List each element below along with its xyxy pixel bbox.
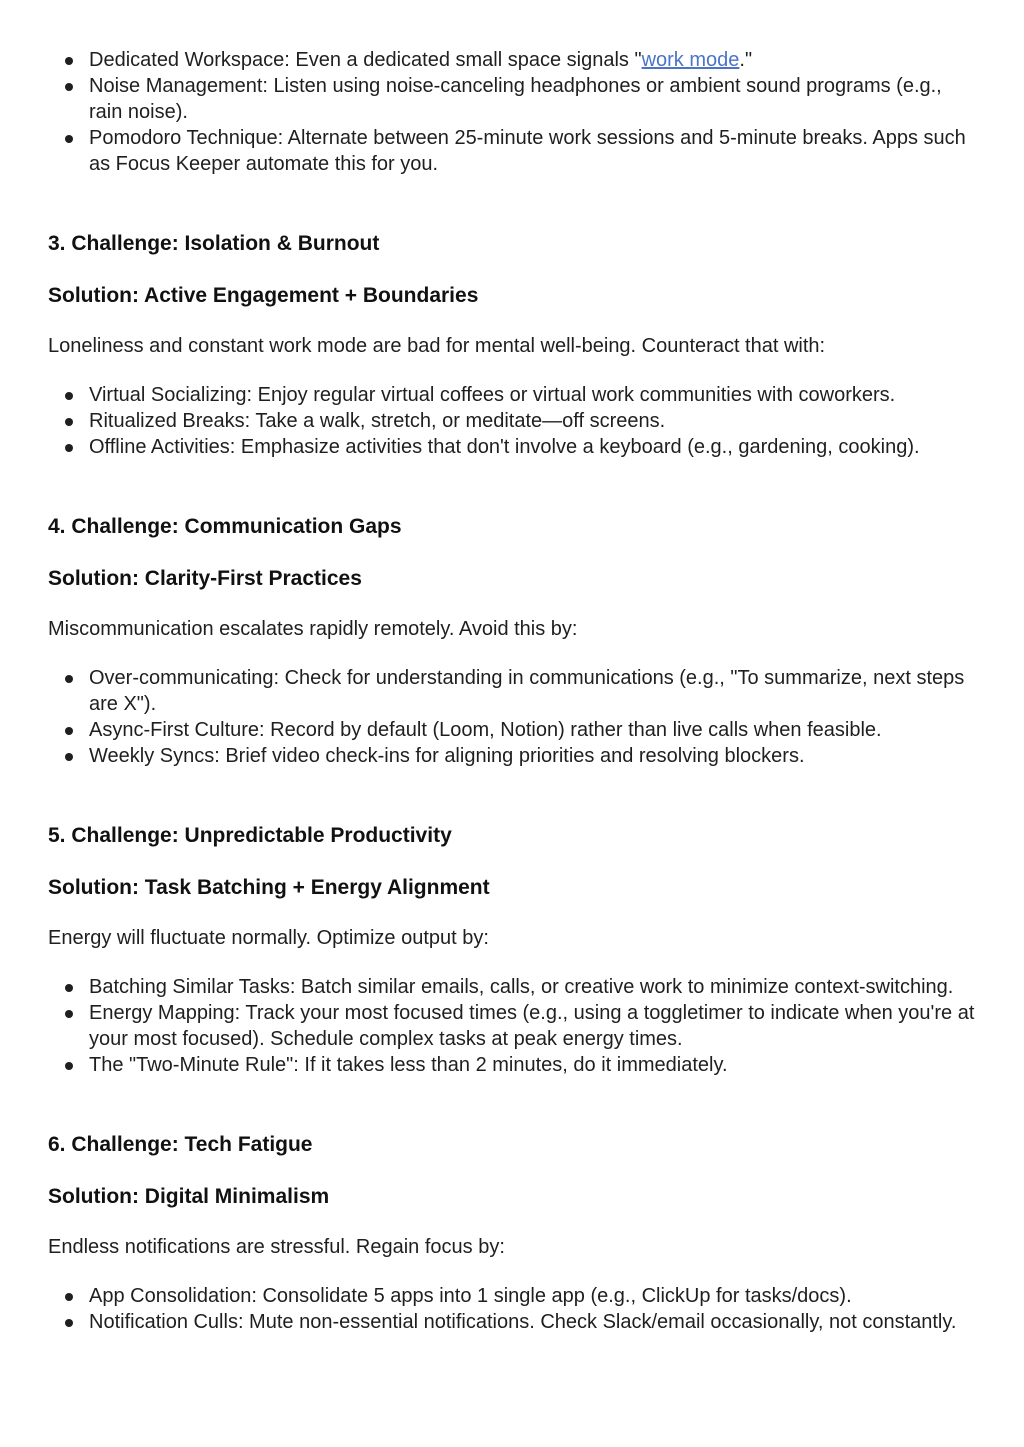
section-tech-fatigue <box>48 1131 976 1335</box>
list-item <box>89 743 976 769</box>
section-intro: Endless notifications are stressful. Regain focus by: <box>48 1236 505 1258</box>
bullet-icon <box>65 984 73 992</box>
bullet-list <box>48 382 976 460</box>
solution-heading: Solution: Active Engagement + Boundaries <box>48 284 479 307</box>
challenge-heading: 5. Challenge: Unpredictable Productivity <box>48 824 452 847</box>
list-item <box>89 73 976 125</box>
list-item <box>89 1309 976 1335</box>
list-item-text: Ritualized Breaks: Take a walk, stretch, or meditate—off screens. <box>89 410 666 432</box>
bullet-icon <box>65 57 73 65</box>
bullet-icon <box>65 753 73 761</box>
bullet-icon <box>65 444 73 452</box>
solution-heading: Solution: Task Batching + Energy Alignment <box>48 876 490 899</box>
bullet-icon <box>65 727 73 735</box>
list-item <box>89 974 976 1000</box>
list-item <box>89 434 976 460</box>
bullet-icon <box>65 418 73 426</box>
section-intro: Miscommunication escalates rapidly remotely. Avoid this by: <box>48 618 578 640</box>
bullet-icon <box>65 83 73 91</box>
list-item-text: The "Two-Minute Rule": If it takes less than 2 minutes, do it immediately. <box>89 1054 728 1076</box>
top-bullet-list <box>48 47 976 177</box>
list-item-text: App Consolidation: Consolidate 5 apps into 1 single app (e.g., ClickUp for tasks/docs). <box>89 1285 852 1307</box>
list-item <box>89 665 976 717</box>
section-intro: Energy will fluctuate normally. Optimize output by: <box>48 927 489 949</box>
list-item-text: ." <box>739 49 753 71</box>
list-item <box>89 125 976 177</box>
list-item-text: Batching Similar Tasks: Batch similar emails, calls, or creative work to minimize context-switching. <box>89 976 954 998</box>
bullet-icon <box>65 1010 73 1018</box>
bullet-list <box>48 665 976 769</box>
list-item-text: Async-First Culture: Record by default (Loom, Notion) rather than live calls when feasible. <box>89 719 882 741</box>
list-item <box>89 1283 976 1309</box>
list-item-text: Over-communicating: Check for understanding in communications (e.g., "To summarize, next steps are X"). <box>89 667 965 715</box>
section-communication-gaps <box>48 513 976 769</box>
list-item <box>89 408 976 434</box>
bullet-list <box>48 974 976 1078</box>
list-item-text: Weekly Syncs: Brief video check-ins for aligning priorities and resolving blockers. <box>89 745 805 767</box>
list-item <box>89 717 976 743</box>
bullet-list <box>48 1283 976 1335</box>
list-item <box>89 1000 976 1052</box>
bullet-icon <box>65 135 73 143</box>
list-item-text: Pomodoro Technique: Alternate between 25-minute work sessions and 5-minute breaks. Apps such as Focus Keeper automate this for you. <box>89 127 966 175</box>
bullet-icon <box>65 392 73 400</box>
bullet-icon <box>65 1062 73 1070</box>
challenge-heading: 4. Challenge: Communication Gaps <box>48 515 402 538</box>
work-mode-link[interactable]: work mode <box>641 49 740 71</box>
list-item <box>89 1052 976 1078</box>
list-item-text: Virtual Socializing: Enjoy regular virtual coffees or virtual work communities with coworkers. <box>89 384 896 406</box>
bullet-icon <box>65 675 73 683</box>
list-item <box>89 47 976 73</box>
list-item-text: Notification Culls: Mute non-essential notifications. Check Slack/email occasionally, not constantly. <box>89 1311 957 1333</box>
list-item-text: Energy Mapping: Track your most focused times (e.g., using a toggletimer to indicate when you're at your most focused). Schedule complex tasks at peak energy times. <box>89 1002 975 1050</box>
challenge-heading: 6. Challenge: Tech Fatigue <box>48 1133 313 1156</box>
list-item-text: Dedicated Workspace: Even a dedicated small space signals " <box>89 49 642 71</box>
solution-heading: Solution: Digital Minimalism <box>48 1185 330 1208</box>
solution-heading: Solution: Clarity-First Practices <box>48 567 362 590</box>
list-item-text: Noise Management: Listen using noise-canceling headphones or ambient sound programs (e.g., rain noise). <box>89 75 942 123</box>
bullet-icon <box>65 1319 73 1327</box>
list-item-text: Offline Activities: Emphasize activities that don't involve a keyboard (e.g., gardening, cooking). <box>89 436 920 458</box>
list-item <box>89 382 976 408</box>
bullet-icon <box>65 1293 73 1301</box>
challenge-heading: 3. Challenge: Isolation & Burnout <box>48 232 380 255</box>
section-isolation-burnout <box>48 230 976 460</box>
section-unpredictable-productivity <box>48 822 976 1078</box>
section-intro: Loneliness and constant work mode are bad for mental well-being. Counteract that with: <box>48 335 826 357</box>
